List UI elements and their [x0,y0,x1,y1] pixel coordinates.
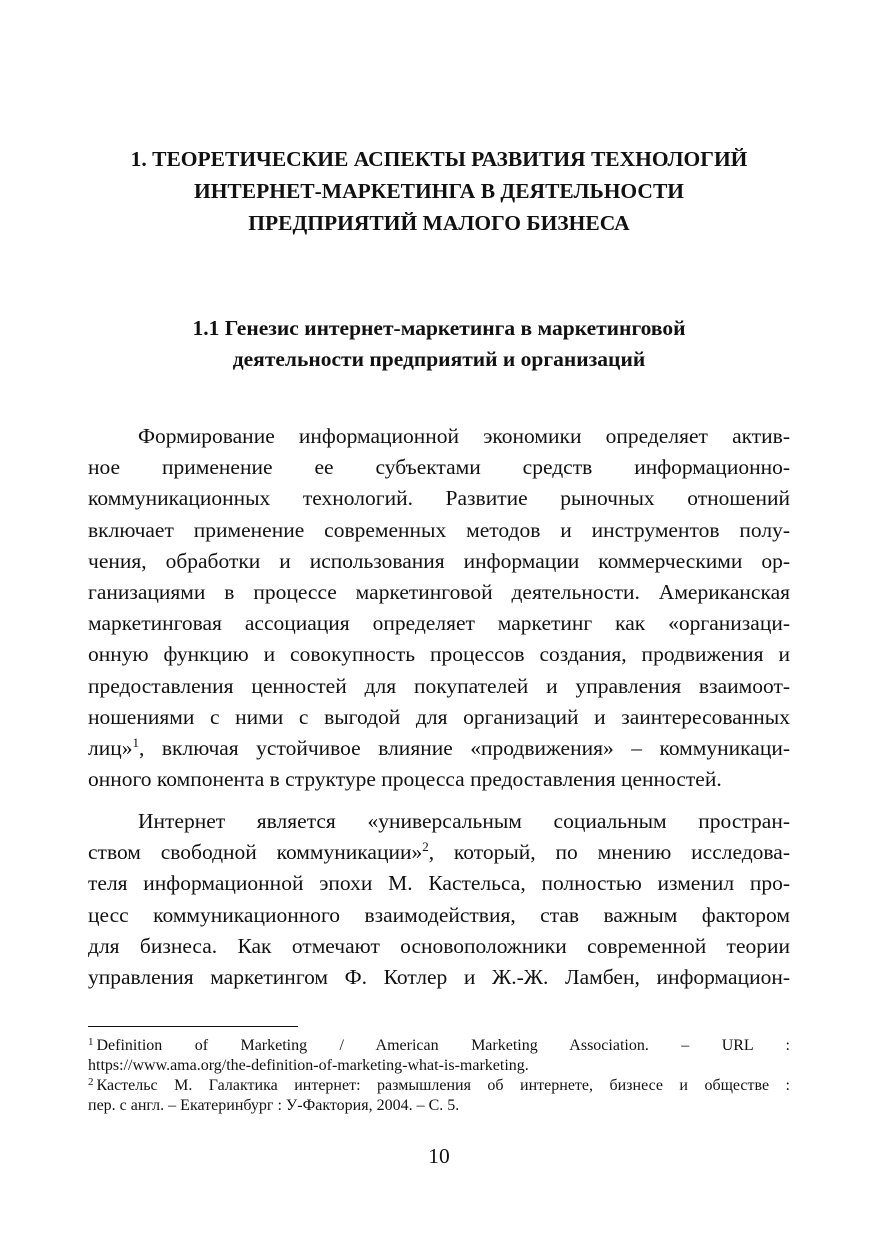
text-line: включает применение современных методов и инструментов полу- [88,517,790,542]
text-line: ганизациями в процессе маркетинговой деятельности. Американская [88,579,790,604]
text-line: онного компонента в структуре процесса предоставления ценностей. [88,767,722,792]
text-line: онную функцию и совокупность процессов создания, продвижения и [88,642,790,667]
text-line [88,837,790,868]
text-line: ношениями с ними с выгодой для организаций и заинтересованных [88,704,790,729]
footnote-text: Definition of Marketing / American Marketing Association. – URL : [96,1037,790,1054]
text-fragment: , включая устойчивое влияние «продвижения» – коммуникаци- [139,735,790,760]
text-fragment: ством свободной коммуникации» [88,840,423,865]
text-line: ное применение ее субъектами средств информационно- [88,455,790,480]
document-page [88,0,790,1240]
chapter-title [88,143,790,239]
footnote-text: Кастельс М. Галактика интернет: размышления об интернете, бизнесе и обществе : [96,1077,790,1094]
text-line: чения, обработки и использования информации коммерческими ор- [88,548,790,573]
text-line: коммуникационных технологий. Развитие рыночных отношений [88,486,790,511]
paragraph-2 [88,806,790,993]
text-fragment: лиц» [88,735,133,760]
text-line: Формирование информационной экономики определяет актив- [138,424,790,448]
footnotes [88,1036,790,1116]
footnote-ref-1[interactable]: 1 [132,734,139,750]
chapter-title-line: ПРЕДПРИЯТИЙ МАЛОГО БИЗНЕСА [248,211,630,235]
section-title-line: деятельности предприятий и организаций [232,347,646,371]
footnote-mark: 2 [88,1076,94,1088]
page-number: 10 [428,1144,450,1168]
text-line: управления маркетингом Ф. Котлер и Ж.-Ж. Ламбен, информацион- [88,964,790,989]
footnote-2-continuation: пер. с англ. – Екатеринбург : У-Фактория, 2004. – С. 5. [88,1097,460,1114]
footnote-ref-2[interactable]: 2 [422,839,429,855]
text-line: предоставления ценностей для покупателей и управления взаимоот- [88,673,790,698]
text-line: цесс коммуникационного взаимодействия, став важным фактором [88,902,790,927]
footnote-divider [88,1026,298,1027]
text-line: маркетинговая ассоциация определяет маркетинг как «организаци- [88,611,790,636]
text-line: Интернет является «универсальным социальным простран- [138,809,790,833]
footnote-1 [88,1036,790,1056]
text-line: для бизнеса. Как отмечают основоположники современной теории [88,933,790,958]
chapter-title-line: ИНТЕРНЕТ-МАРКЕТИНГА В ДЕЯТЕЛЬНОСТИ [193,179,685,203]
text-line [88,733,790,764]
footnote-mark: 1 [88,1036,94,1048]
section-title-line: 1.1 Генезис интернет-маркетинга в маркетинговой [192,316,686,340]
footnote-1-url[interactable]: https://www.ama.org/the-definition-of-marketing-what-is-marketing. [88,1057,529,1074]
text-line: теля информационной эпохи М. Кастельса, полностью изменил про- [88,871,790,896]
text-fragment: , который, по мнению исследова- [428,840,790,865]
footnote-2 [88,1076,790,1096]
paragraph-1 [88,421,790,795]
section-title [88,313,790,375]
chapter-title-line: 1. ТЕОРЕТИЧЕСКИЕ АСПЕКТЫ РАЗВИТИЯ ТЕХНОЛОГИЙ [130,147,748,171]
